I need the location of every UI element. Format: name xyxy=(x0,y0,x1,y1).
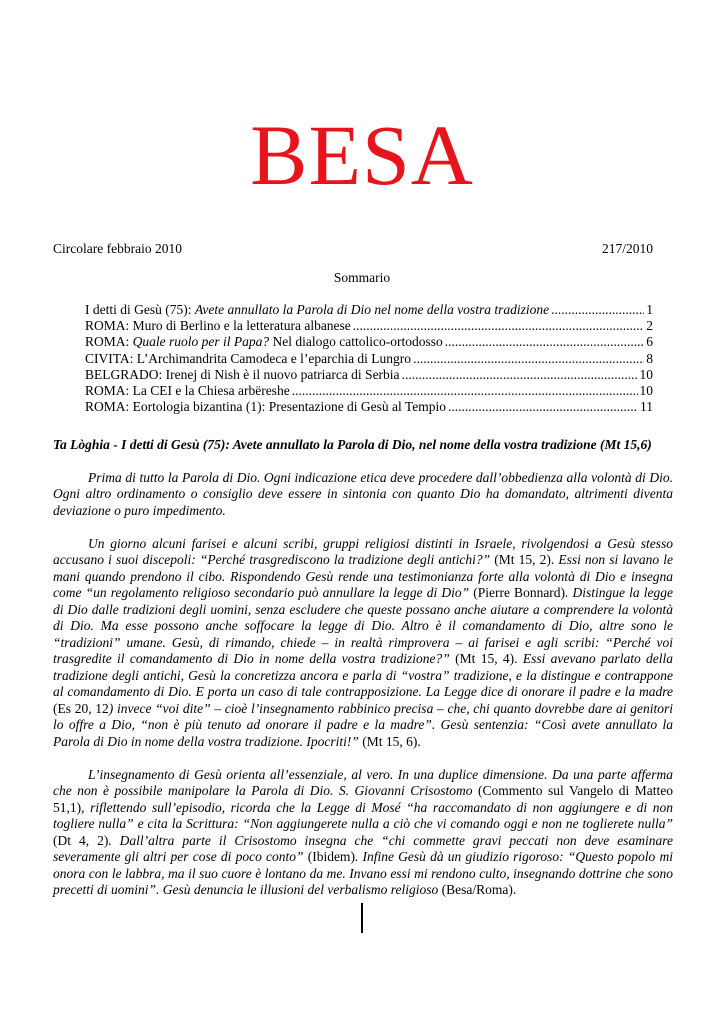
toc-entry-title: ROMA: Quale ruolo per il Papa? Nel dialogo cattolico-ortodosso xyxy=(85,334,443,350)
issue-number: 217/2010 xyxy=(601,241,653,256)
sommario-title: Sommario xyxy=(333,270,391,285)
toc-entry xyxy=(85,399,653,415)
table-of-contents xyxy=(85,302,653,415)
masthead-title: BESA xyxy=(250,107,474,203)
text-italic-run: Essi avevano parlato della tradizione degli antichi, Gesù la concretizza ancora e parla di “vostra” tradizione, e la distingue e contrappone al comandamento di Dio. E porta un caso di tale contrapposizione. La Legge dice di onorare il padre e la madre xyxy=(53,651,674,699)
citation-run: (Dt 4, 2) xyxy=(53,832,109,848)
issue-date: Circolare febbraio 2010 xyxy=(53,241,182,256)
toc-leader-dots xyxy=(353,318,644,334)
text-italic-run: ) invece “voi dite” – cioè l’insegnamento rabbinico precisa – che, chi quanto dovrebbe dare ai genitori lo offre a Dio, “non è più tenuto ad onorare il padre e la madre”. Gesù sentenzia: “Così avete annullato la Parola di Dio in nome della vostra tradizione. Ipocriti!” xyxy=(53,700,674,749)
toc-page-number: 8 xyxy=(646,350,653,366)
toc-page-number: 6 xyxy=(646,334,653,350)
article-paragraph-1 xyxy=(53,470,673,520)
toc-entry xyxy=(85,367,653,383)
article xyxy=(53,437,673,915)
article-heading: Ta Lòghia - I detti di Gesù (75): Avete annullato la Parola di Dio, nel nome della vostra tradizione (Mt 15,6) xyxy=(53,437,652,452)
toc-entry-title: BELGRADO: Irenej di Nish è il nuovo patriarca di Serbia xyxy=(85,366,400,382)
text-italic-run: . Infine Gesù dà un giudizio rigoroso: “Questo popolo mi onora con le labbra, ma il suo cuore è lontano da me. Invano essi mi rendono culto, insegnando dottrine che sono precetti di uomini”. Gesù denuncia le illusioni del verbalismo religioso xyxy=(53,849,673,897)
article-paragraph-3 xyxy=(53,767,673,899)
toc-entry-title: ROMA: Eortologia bizantina (1): Presentazione di Gesù al Tempio xyxy=(85,399,446,415)
citation-run: (Commento sul Vangelo di Matteo 51,1) xyxy=(53,783,674,815)
citation-run: (Mt 15, 6). xyxy=(362,733,421,749)
toc-entry-title: I detti di Gesù (75): Avete annullato la Parola di Dio nel nome della vostra tradizione xyxy=(85,302,550,317)
issue-line xyxy=(53,241,653,257)
toc-page-number: 11 xyxy=(640,399,653,415)
text-italic-run: , riflettendo sull’episodio, ricorda che la Legge di Mosé “ha raccomandato di non aggiungere e di non togliere nulla” e cita la Scrittura: “Non aggiungerete nulla a ciò che vi comando oggi e non ne toglierete nulla” xyxy=(53,799,673,831)
citation-run: (Mt 15, 4). xyxy=(455,651,523,666)
toc-entry xyxy=(85,383,653,399)
text-italic-run: . Dall’altra parte il Crisostomo insegna che “chi commette gravi peccati non deve esaminare severamente gli altri per cose di poco conto” xyxy=(53,832,673,864)
citation-run: (Es 20, 12 xyxy=(53,700,109,716)
toc-page-number: 2 xyxy=(646,318,653,334)
toc-leader-dots xyxy=(445,334,645,350)
text-italic-run: L’insegnamento di Gesù orienta all’essenziale, al vero. In una duplice dimensione. Da una parte afferma che non è possibile manipolare la Parola di Dio. S. Giovanni Crisostomo xyxy=(53,766,673,798)
toc-leader-dots xyxy=(448,399,638,415)
toc-page-number: 10 xyxy=(639,383,653,399)
toc-entry-title: CIVITA: L’Archimandrita Camodeca e l’eparchia di Lungro xyxy=(85,350,412,366)
article-paragraph-2 xyxy=(53,536,673,751)
citation-run: (Mt 15, 2). xyxy=(494,552,559,567)
citation-run: (Besa/Roma). xyxy=(441,882,517,897)
toc-page-number: 10 xyxy=(639,366,653,382)
toc-leader-dots xyxy=(292,383,638,399)
article-paragraph-1-text: Prima di tutto la Parola di Dio. Ogni indicazione etica deve procedere dall’obbedienza alla volontà di Dio. Ogni altro ordinamento o consiglio deve essere in sintonia con quanto Dio ha domandato, altrimenti diventa deviazione o puro impedimento. xyxy=(53,469,673,518)
text-italic-run: Essi non si lavano le mani quando prendono il cibo. Rispondendo Gesù rende una testimonianza forte alla volontà di Dio e insegna come “un regolamento religioso secondario può annullare la legge di Dio” xyxy=(53,552,673,600)
toc-entry xyxy=(85,351,653,367)
toc-page-number: 1 xyxy=(646,302,653,317)
toc-entry xyxy=(85,334,653,350)
text-italic-run: Un giorno alcuni farisei e alcuni scribi, gruppi religiosi distinti in Israele, rivolgendosi a Gesù stesso accusano i suoi discepoli: “Perché trasgrediscono la tradizione degli antichi?” xyxy=(53,535,673,567)
citation-run: (Ibidem) xyxy=(307,849,355,864)
toc-entry-title: ROMA: La CEI e la Chiesa arbëreshe xyxy=(85,383,290,399)
toc-leader-dots xyxy=(413,351,644,367)
page-marker xyxy=(361,903,363,933)
toc-leader-dots xyxy=(551,302,644,318)
toc-leader-dots xyxy=(402,367,638,383)
citation-run: (Pierre Bonnard) xyxy=(473,585,566,600)
toc-entry-title: ROMA: Muro di Berlino e la letteratura albanese xyxy=(85,318,351,334)
toc-entry xyxy=(85,302,653,318)
text-italic-run: . Distingue la legge di Dio dalle tradizioni degli uomini, senza escludere che queste possano anche aiutare a comprendere la volontà di Dio. Ma esse possono anche soffocare la legge di Dio. Altro è il comandamento di Dio, altre sono le “tradizioni” umane. Gesù, di rimando, chiede – in realtà rimprovera – ai farisei e agli scribi: “Perché voi trasgredite il comandamento di Dio in nome della vostra tradizione?” xyxy=(53,585,674,666)
toc-entry xyxy=(85,318,653,334)
